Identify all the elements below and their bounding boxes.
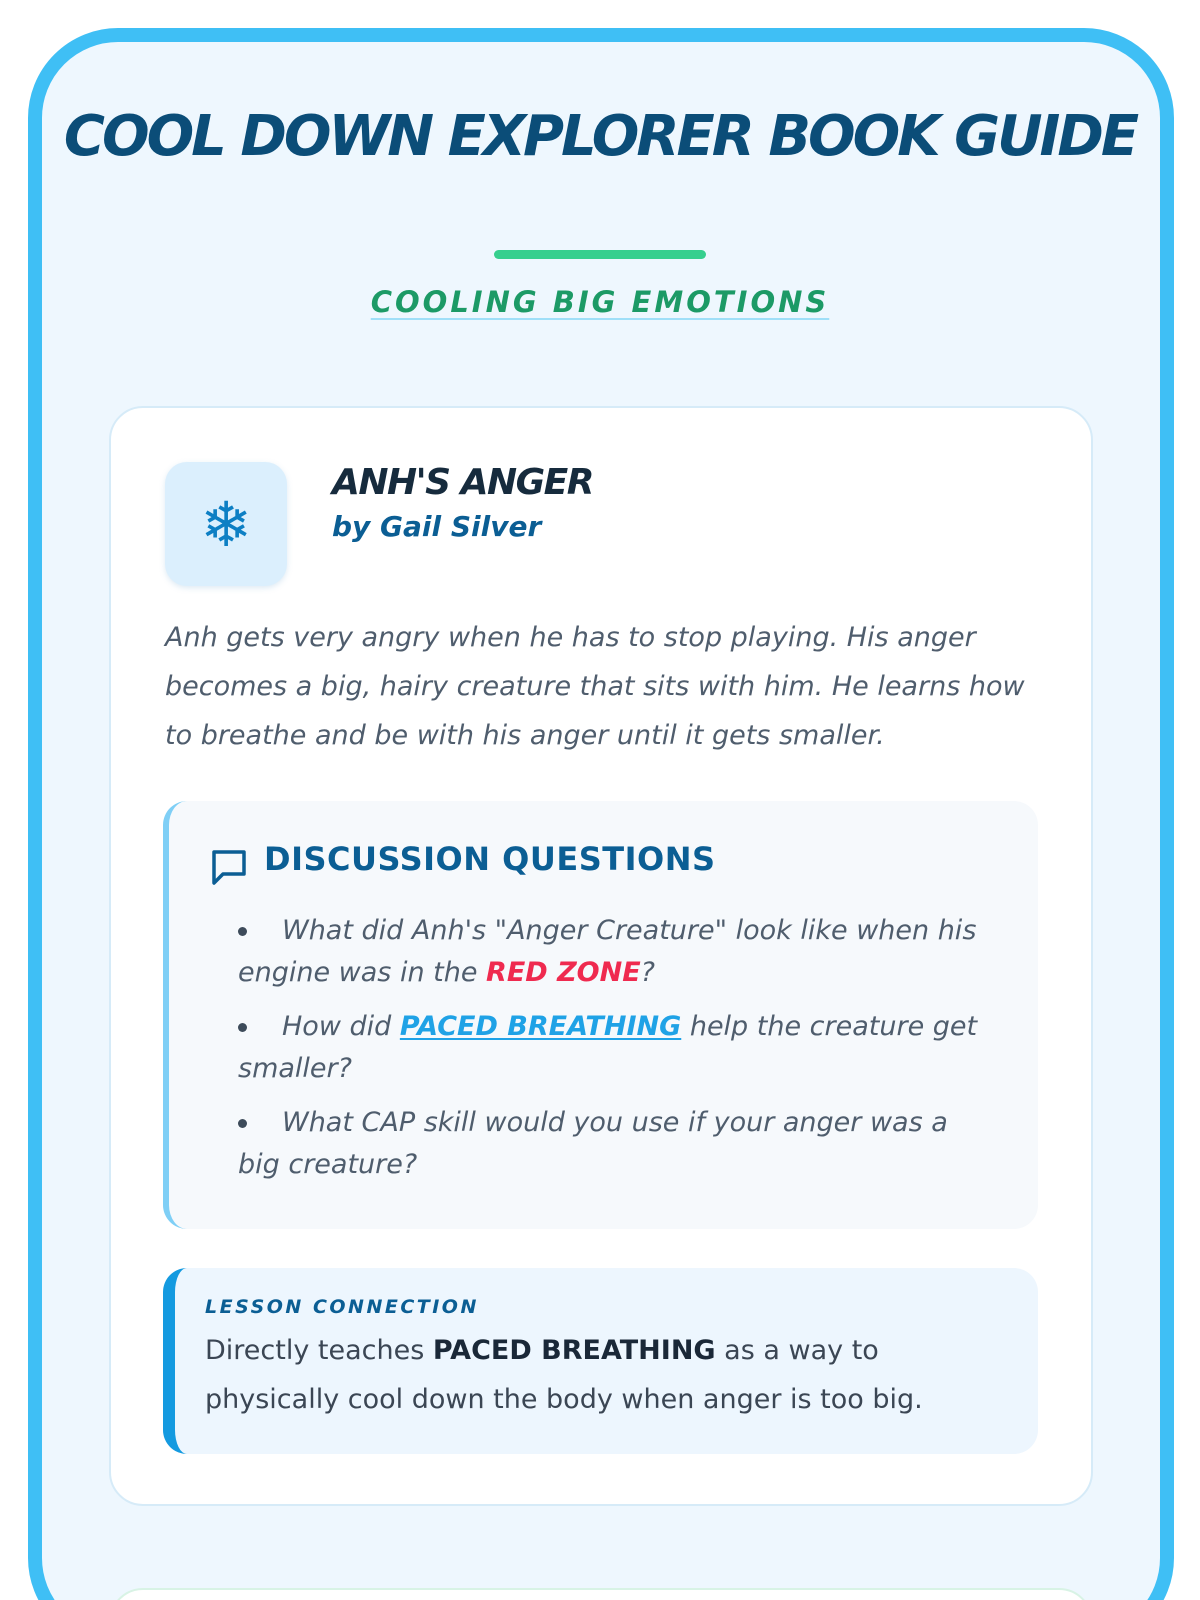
lesson-connection-text [205,1326,1005,1424]
speech-bubble-icon [210,848,248,886]
question-1-text: What did Anh's "Anger Creature" look like when his engine was in the [238,915,977,988]
discussion-question-list [238,910,998,1198]
red-zone-highlight: RED ZONE [486,957,641,988]
lesson-connection-label: LESSON CONNECTION [205,1296,479,1318]
discussion-question-3 [238,1102,998,1186]
subtitle-text: COOLING BIG EMOTIONS [370,285,830,319]
discussion-heading: DISCUSSION QUESTIONS [264,840,716,878]
question-2-text: How did [282,1011,400,1042]
page-subtitle [0,285,1200,319]
title-divider [494,250,706,259]
book-summary: Anh gets very angry when he has to stop playing. His anger becomes a big, hairy creature that sits with him. He learns how to breathe and be with his anger until it gets smaller. [165,622,1025,751]
snowflake-icon: ❄ [165,462,287,586]
question-3-text: What CAP skill would you use if your anger was a big creature? [238,1107,948,1180]
book-author: by Gail Silver [332,510,542,543]
question-1-end: ? [640,957,656,988]
lesson-text-start: Directly teaches [205,1335,433,1366]
page-title: COOL DOWN EXPLORER BOOK GUIDE [63,104,1137,169]
paced-breathing-link[interactable]: PACED BREATHING [399,1011,682,1042]
lesson-text-end: as a way to physically cool down the body when anger is too big. [205,1335,923,1415]
lesson-text-bold: PACED BREATHING [432,1335,716,1366]
next-book-card [109,1588,1093,1600]
book-title: ANH'S ANGER [332,462,593,503]
question-2-end: help the creature get smaller? [238,1011,978,1084]
discussion-question-1 [238,910,998,994]
discussion-question-2 [238,1006,998,1090]
